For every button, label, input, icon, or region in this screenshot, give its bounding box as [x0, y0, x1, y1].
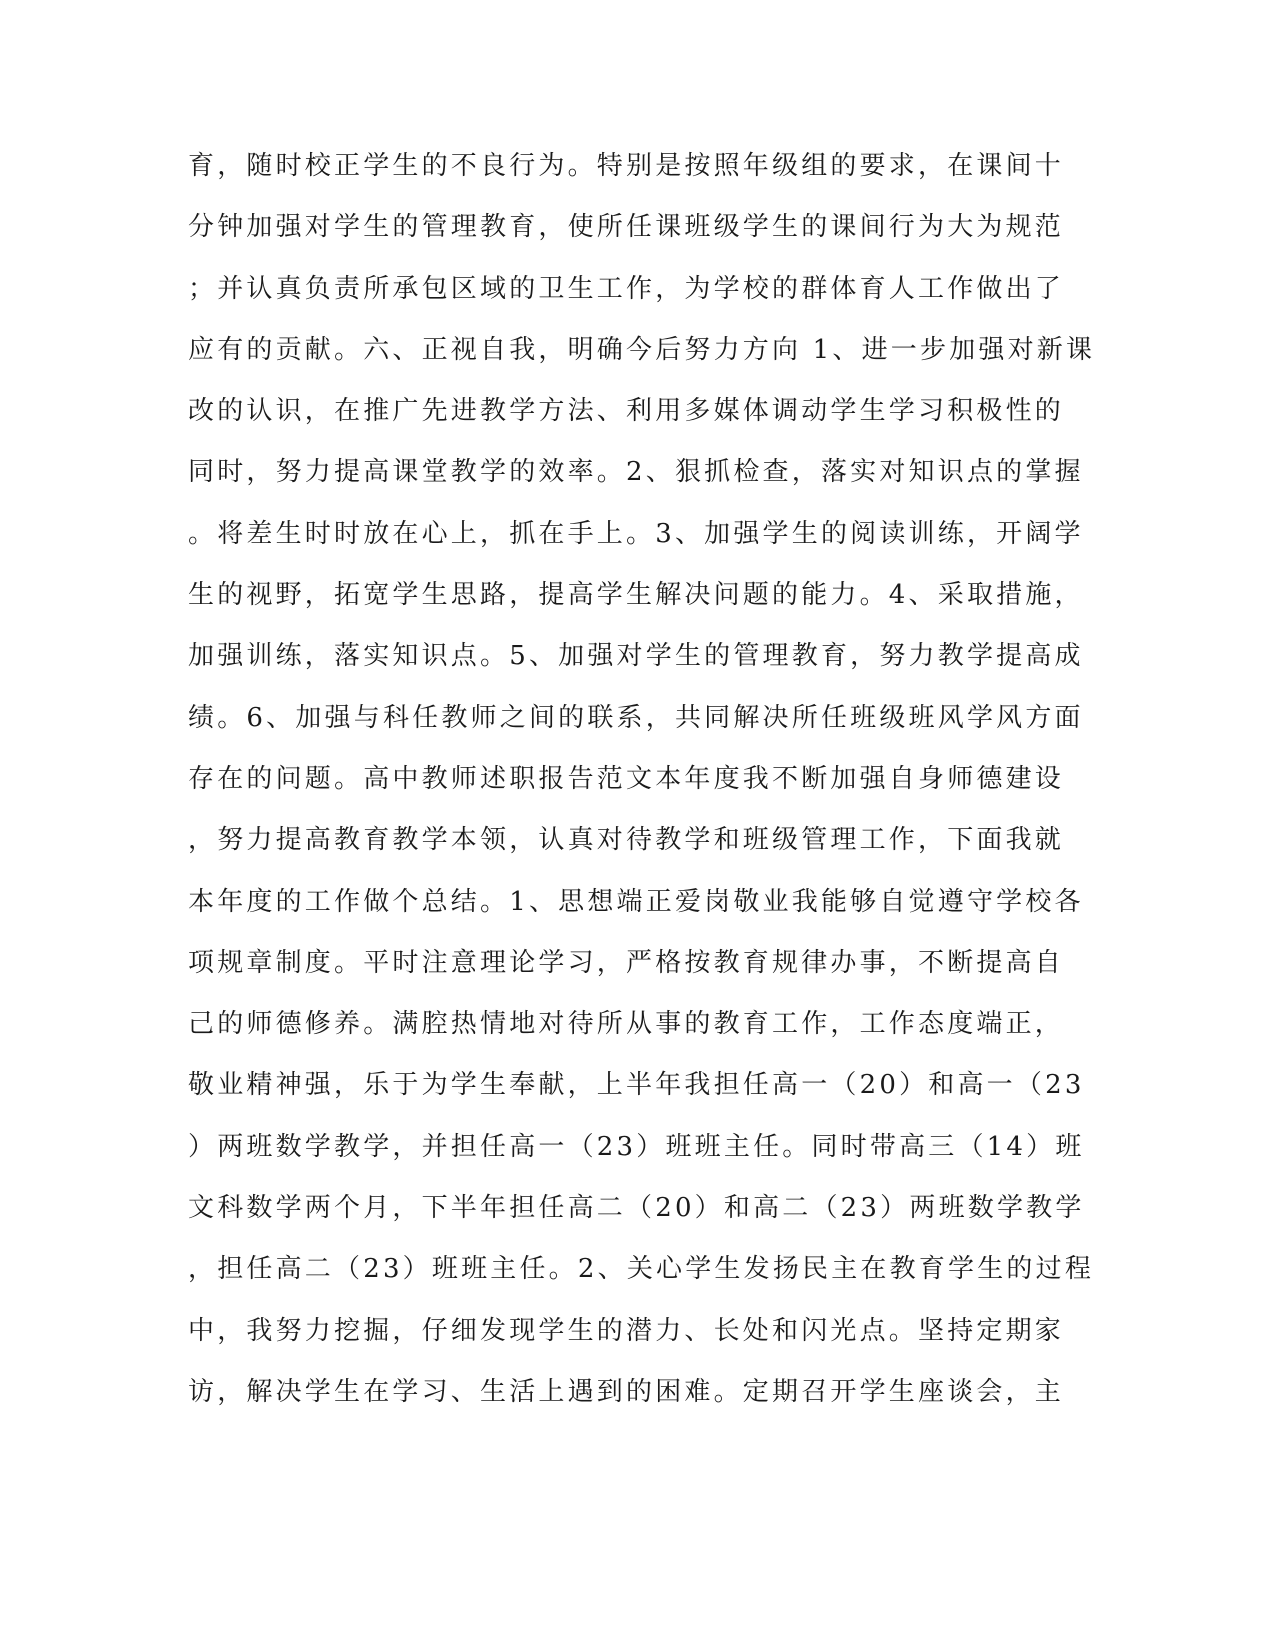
text-line: 。将差生时时放在心上，抓在手上。3、加强学生的阅读训练，开阔学 — [188, 518, 1084, 549]
text-line: 己的师德修养。满腔热情地对待所从事的教育工作，工作态度端正， — [188, 1009, 1065, 1040]
text-line: 本年度的工作做个总结。1、思想端正爱岗敬业我能够自觉遵守学校各 — [188, 886, 1084, 917]
text-line: 敬业精神强，乐于为学生奉献，上半年我担任高一（20）和高一（23 — [188, 1070, 1085, 1101]
text-line: 同时，努力提高课堂教学的效率。2、狠抓检查，落实对知识点的掌握 — [188, 457, 1084, 488]
text-line: 访，解决学生在学习、生活上遇到的困难。定期召开学生座谈会，主 — [188, 1376, 1065, 1407]
text-line: 项规章制度。平时注意理论学习，严格按教育规律办事，不断提高自 — [188, 947, 1065, 978]
text-line: 中，我努力挖掘，仔细发现学生的潜力、长处和闪光点。坚持定期家 — [188, 1315, 1065, 1346]
text-line: 分钟加强对学生的管理教育，使所任课班级学生的课间行为大为规范 — [188, 212, 1065, 243]
text-line: 绩。6、加强与科任教师之间的联系，共同解决所任班级班风学风方面 — [188, 702, 1084, 733]
text-line: ）两班数学教学，并担任高一（23）班班主任。同时带高三（14）班 — [188, 1131, 1085, 1162]
text-line: 育，随时校正学生的不良行为。特别是按照年级组的要求，在课间十 — [188, 151, 1065, 181]
text-line: 文科数学两个月，下半年担任高二（20）和高二（23）两班数学教学 — [188, 1193, 1085, 1224]
body-text — [188, 136, 1096, 1423]
text-line: 应有的贡献。六、正视自我，明确今后努力方向 1、进一步加强对新课 — [188, 334, 1096, 365]
text-line: 改的认识，在推广先进教学方法、利用多媒体调动学生学习积极性的 — [188, 396, 1065, 427]
text-line: ，担任高二（23）班班主任。2、关心学生发扬民主在教育学生的过程 — [188, 1254, 1095, 1285]
text-line: 存在的问题。高中教师述职报告范文本年度我不断加强自身师德建设 — [188, 763, 1065, 794]
text-line: ；并认真负责所承包区域的卫生工作，为学校的群体育人工作做出了 — [188, 273, 1065, 304]
text-line: 生的视野，拓宽学生思路，提高学生解决问题的能力。4、采取措施， — [188, 580, 1084, 611]
text-line: 加强训练，落实知识点。5、加强对学生的管理教育，努力教学提高成 — [188, 641, 1084, 672]
text-line: ，努力提高教育教学本领，认真对待教学和班级管理工作，下面我就 — [188, 825, 1065, 856]
